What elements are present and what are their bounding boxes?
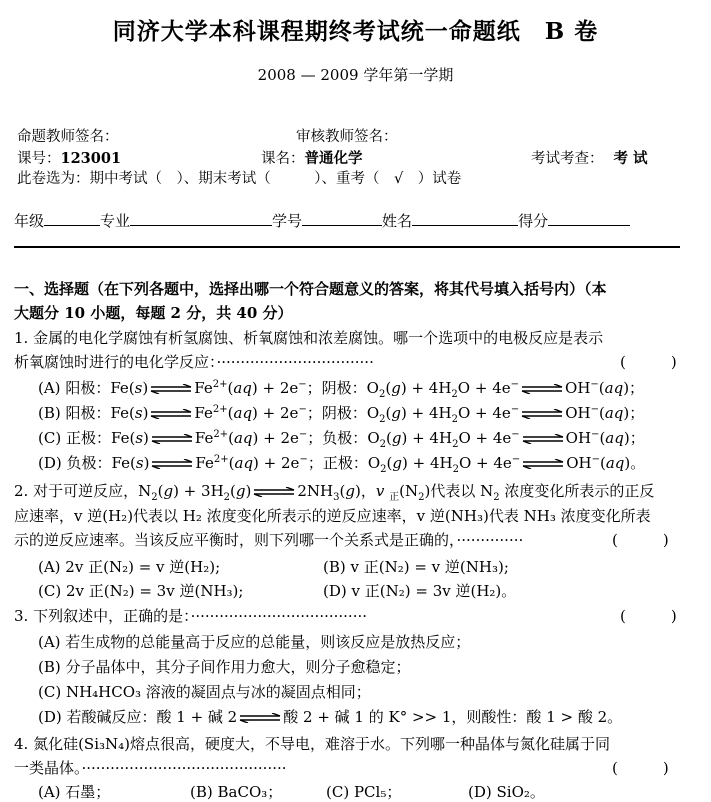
q2-line1-d: 浓度变化所表示的正反 bbox=[499, 482, 655, 500]
reviewer-label: 审核教师签名： bbox=[296, 129, 398, 145]
q3-stem: 3. 下列叙述中，正确的是：····································· bbox=[14, 607, 367, 625]
q3-option-d bbox=[38, 706, 622, 727]
section1-heading-line2: 大题分 10 小题，每题 2 分，共 40 分） bbox=[14, 304, 293, 322]
equilibrium-arrow-icon bbox=[151, 459, 193, 469]
q2-option-d: (D) v 正(N₂) = 3v 逆(H₂)。 bbox=[323, 582, 517, 600]
exam-title: 同济大学本科课程期终考试统一命题纸 B 卷 bbox=[112, 18, 599, 45]
equilibrium-arrow-icon bbox=[253, 487, 295, 497]
q2-line1-b: ， bbox=[360, 482, 376, 500]
q2-option-b: (B) v 正(N₂) = v 逆(NH₃); bbox=[323, 558, 509, 576]
q2-line1: 2. 对于可逆反应，$N_2(g) + 3H_2(g)$ $2NH_3(g)$，v $_正(N_2)$代表以 $N_2$ 浓度变化所表示的正反 bbox=[14, 482, 655, 503]
q3-option-c: (C) NH₄HCO₃ 溶液的凝固点与冰的凝固点相同； bbox=[38, 683, 371, 701]
equilibrium-arrow-icon bbox=[522, 434, 564, 444]
q4-option-c: (C) PCl₅； bbox=[326, 783, 402, 801]
q1-option-b-e2: 阴极： bbox=[321, 404, 367, 422]
student-id-label: 学号 bbox=[272, 212, 303, 230]
q1-line2: 析氧腐蚀时进行的电化学反应：································· bbox=[14, 353, 374, 371]
q1-option-b: (B) 阳极：Fe(s) $Fe^{2+}(aq) + 2e^-$；阴极：$O_2(g) + 4H_2O + 4e^-$ OH−(aq)； bbox=[38, 404, 645, 425]
major-blank[interactable] bbox=[130, 210, 272, 226]
q1-option-c-e1: 正极： bbox=[65, 429, 111, 447]
q1-option-b-label: (B) bbox=[38, 404, 61, 422]
q4-line2: 一类晶体。··········································· bbox=[14, 759, 287, 777]
exam-kind-line: 此卷选为：期中考试（ ）、期末考试（ ）、重考（ √ ）试卷 bbox=[17, 171, 462, 187]
exam-type-label: 考试考查： bbox=[531, 151, 604, 167]
q3-option-d-part2: 酸 2 + 碱 1 的 K° >> 1，则酸性：酸 1 > 酸 2。 bbox=[283, 708, 623, 726]
section1-heading-line1: 一、选择题（在下列各题中，选择出哪一个符合题意义的答案，将其代号填入括号内）（本 bbox=[14, 280, 607, 298]
term-line: 2008 — 2009 学年第一学期 bbox=[257, 66, 454, 84]
name-label: 姓名 bbox=[382, 212, 413, 230]
q1-option-b-e1: 阳极： bbox=[65, 404, 111, 422]
q1-option-d: (D) 负极：Fe(s) $Fe^{2+}(aq) + 2e^-$；正极：$O_2(g) + 4H_2O + 4e^-$ OH−(aq)。 bbox=[38, 454, 646, 475]
major-label: 专业 bbox=[100, 212, 131, 230]
q2-line2: 应速率，v 逆(H₂)代表以 H₂ 浓度变化所表示的逆反应速率，v 逆(NH₃)代表 NH₃ 浓度变化所表 bbox=[14, 507, 651, 525]
q1-option-a-e2: 阴极： bbox=[321, 379, 367, 397]
q1-answer-paren[interactable]: ( ) bbox=[620, 353, 677, 371]
equilibrium-arrow-icon bbox=[521, 384, 563, 394]
q1-option-d-e1: 负极： bbox=[66, 454, 112, 472]
q1-option-a-e1: 阳极： bbox=[65, 379, 111, 397]
equilibrium-arrow-icon bbox=[521, 409, 563, 419]
name-blank[interactable] bbox=[412, 210, 518, 226]
course-number bbox=[17, 147, 121, 168]
q2-line1-a: 2. 对于可逆反应， bbox=[14, 482, 139, 500]
grade-label: 年级 bbox=[14, 212, 45, 230]
course-number-label: 课号： bbox=[17, 151, 61, 167]
q3-answer-paren[interactable]: ( ) bbox=[620, 607, 677, 625]
q1-option-d-label: (D) bbox=[38, 454, 62, 472]
q3-option-a: (A) 若生成物的总能量高于反应的总能量，则该反应是放热反应； bbox=[38, 633, 471, 651]
q3-option-b: (B) 分子晶体中，其分子间作用力愈大，则分子愈稳定； bbox=[38, 658, 411, 676]
q4-answer-paren[interactable]: ( ) bbox=[612, 759, 669, 777]
equilibrium-arrow-icon bbox=[150, 384, 192, 394]
q1-line1: 1. 金属的电化学腐蚀有析氢腐蚀、析氧腐蚀和浓差腐蚀。哪一个选项中的电极反应是表示 bbox=[14, 329, 604, 347]
q1-option-c: (C) 正极：Fe(s) $Fe^{2+}(aq) + 2e^-$；负极：$O_2(g) + 4H_2O + 4e^-$ OH−(aq)； bbox=[38, 429, 645, 450]
grade-blank[interactable] bbox=[44, 210, 100, 226]
equilibrium-arrow-icon bbox=[522, 459, 564, 469]
exam-type bbox=[531, 147, 648, 168]
q2-option-a: (A) 2v 正(N₂) = v 逆(H₂); bbox=[38, 558, 221, 576]
score-label: 得分 bbox=[518, 212, 549, 230]
q4-option-d: (D) SiO₂。 bbox=[468, 783, 545, 801]
q1-option-a: (A) 阳极：Fe(s) $Fe^{2+}(aq) + 2e^-$；阴极：$O_2(g) + 4H_2O + 4e^-$ OH−(aq)； bbox=[38, 379, 645, 400]
course-name bbox=[261, 147, 363, 168]
course-name-value: 普通化学 bbox=[304, 150, 363, 167]
q4-line1: 4. 氮化硅(Si₃N₄)熔点很高，硬度大，不导电，难溶于水。下列哪一种晶体与氮化硅属于同 bbox=[14, 735, 611, 753]
header-divider bbox=[14, 246, 680, 248]
score-blank[interactable] bbox=[548, 210, 630, 226]
student-id-blank[interactable] bbox=[302, 210, 382, 226]
q1-option-a-label: (A) bbox=[38, 379, 61, 397]
course-name-label: 课名： bbox=[261, 151, 305, 167]
equilibrium-arrow-icon bbox=[151, 434, 193, 444]
exam-type-value: 考 试 bbox=[613, 150, 648, 167]
q4-option-b: (B) BaCO₃； bbox=[190, 783, 283, 801]
equilibrium-arrow-icon bbox=[150, 409, 192, 419]
q1-option-c-e2: 负极： bbox=[322, 429, 368, 447]
q3-option-d-part1: (D) 若酸碱反应：酸 1 + 碱 2 bbox=[38, 708, 238, 726]
q4-option-a: (A) 石墨； bbox=[38, 783, 111, 801]
course-number-value: 123001 bbox=[60, 150, 122, 167]
q1-option-c-label: (C) bbox=[38, 429, 62, 447]
q2-option-c: (C) 2v 正(N₂) = 3v 逆(NH₃); bbox=[38, 582, 244, 600]
equilibrium-arrow-icon bbox=[239, 713, 281, 723]
student-fields bbox=[14, 210, 630, 231]
q1-option-d-e2: 正极： bbox=[322, 454, 368, 472]
setter-label: 命题教师签名： bbox=[17, 129, 119, 145]
q2-line3: 示的逆反应速率。当该反应平衡时，则下列哪一个关系式是正确的，·············· bbox=[14, 531, 524, 549]
q2-answer-paren[interactable]: ( ) bbox=[612, 531, 669, 549]
q2-line1-c: 代表以 N bbox=[430, 482, 494, 500]
